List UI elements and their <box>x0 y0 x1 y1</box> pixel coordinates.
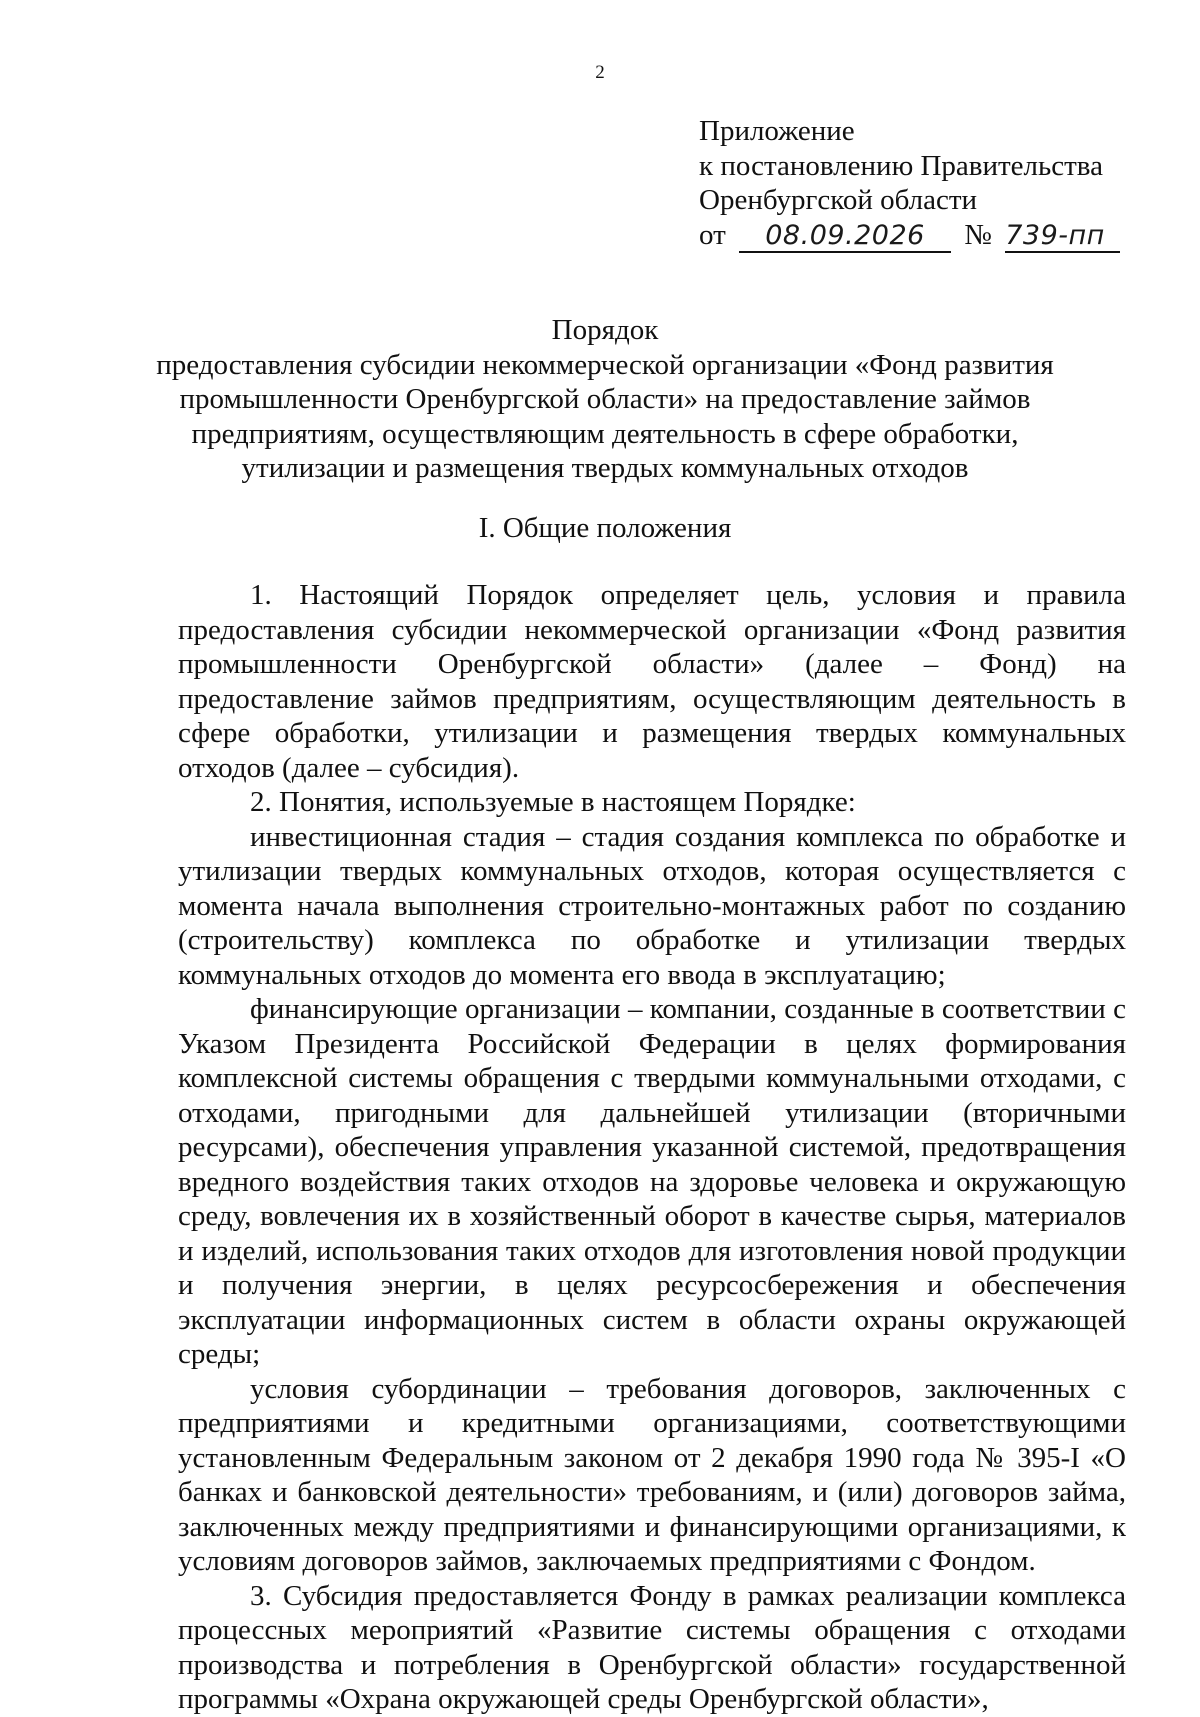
date-prefix: от <box>699 218 726 251</box>
appendix-date-number-line <box>699 218 1169 253</box>
handwritten-number: 739-пп <box>1005 221 1120 253</box>
number-sign: № <box>964 218 992 251</box>
appendix-label: Приложение <box>699 115 855 147</box>
body-text <box>178 578 1126 1717</box>
section-title: I. Общие положения <box>478 512 732 544</box>
appendix-region: Оренбургской области <box>699 184 978 216</box>
paragraph-1: 1. Настоящий Порядок определяет цель, условия и правила предоставления субсидии некоммерческой организации «Фонд развития промышленности Оренбургской области» (далее – Фонд) на предоставление займов предприятиям, осуществляющим деятельность в сфере обработки, утилизации и размещения твердых коммунальных отходов (далее – субсидия). <box>178 579 1126 784</box>
definition-financing-organizations: финансирующие организации – компании, созданные в соответствии с Указом Президента Российской Федерации в целях формирования комплексной системы обращения с твердыми коммунальными отходами, с отходами, пригодными для дальнейшей утилизации (вторичными ресурсами), обеспечения управления указанной системой, предотвращения вредного воздействия таких отходов на здоровье человека и окружающую среду, вовлечения их в хозяйственный оборот в качестве сырья, материалов и изделий, использования таких отходов для изготовления новой продукции и получения энергии, в целях ресурсосбережения и обеспечения эксплуатации информационных систем в области охраны окружающей среды; <box>178 993 1126 1370</box>
document-heading <box>150 313 1060 486</box>
appendix-block <box>699 114 1169 253</box>
handwritten-date: 08.09.2026 <box>739 221 951 253</box>
definition-subordination-conditions: условия субординации – требования договоров, заключенных с предприятиями и кредитными организациями, соответствующими установленным Федеральным законом от 2 декабря 1990 года № 395-I «О банках и банковской деятельности» требованиям, и (или) договоров займа, заключенных между предприятиями и финансирующими организациями, к условиям договоров займов, заключаемых предприятиями с Фондом. <box>178 1372 1126 1577</box>
page-number: 2 <box>595 62 605 83</box>
heading-title: Порядок <box>551 314 659 346</box>
heading-line: предоставления субсидии некоммерческой организации «Фонд развития <box>156 348 1054 381</box>
appendix-reference: к постановлению Правительства <box>699 149 1103 182</box>
paragraph-2: 2. Понятия, используемые в настоящем Порядке: <box>250 786 856 818</box>
heading-line: промышленности Оренбургской области» на предоставление займов <box>179 383 1031 415</box>
heading-line: утилизации и размещения твердых коммунальных отходов <box>241 452 969 484</box>
definition-investment-stage: инвестиционная стадия – стадия создания комплекса по обработке и утилизации твердых коммунальных отходов, которая осуществляется с момента начала выполнения строительно-монтажных работ по созданию (строительству) комплекса по обработке и утилизации твердых коммунальных отходов до момента его ввода в эксплуатацию; <box>178 820 1126 991</box>
heading-line: предприятиям, осуществляющим деятельность в сфере обработки, <box>191 417 1019 450</box>
paragraph-3: 3. Субсидия предоставляется Фонду в рамках реализации комплекса процессных мероприятий «Развитие системы обращения с отходами производства и потребления в Оренбургской области» государственной программы «Охрана окружающей среды Оренбургской области», <box>178 1579 1126 1715</box>
